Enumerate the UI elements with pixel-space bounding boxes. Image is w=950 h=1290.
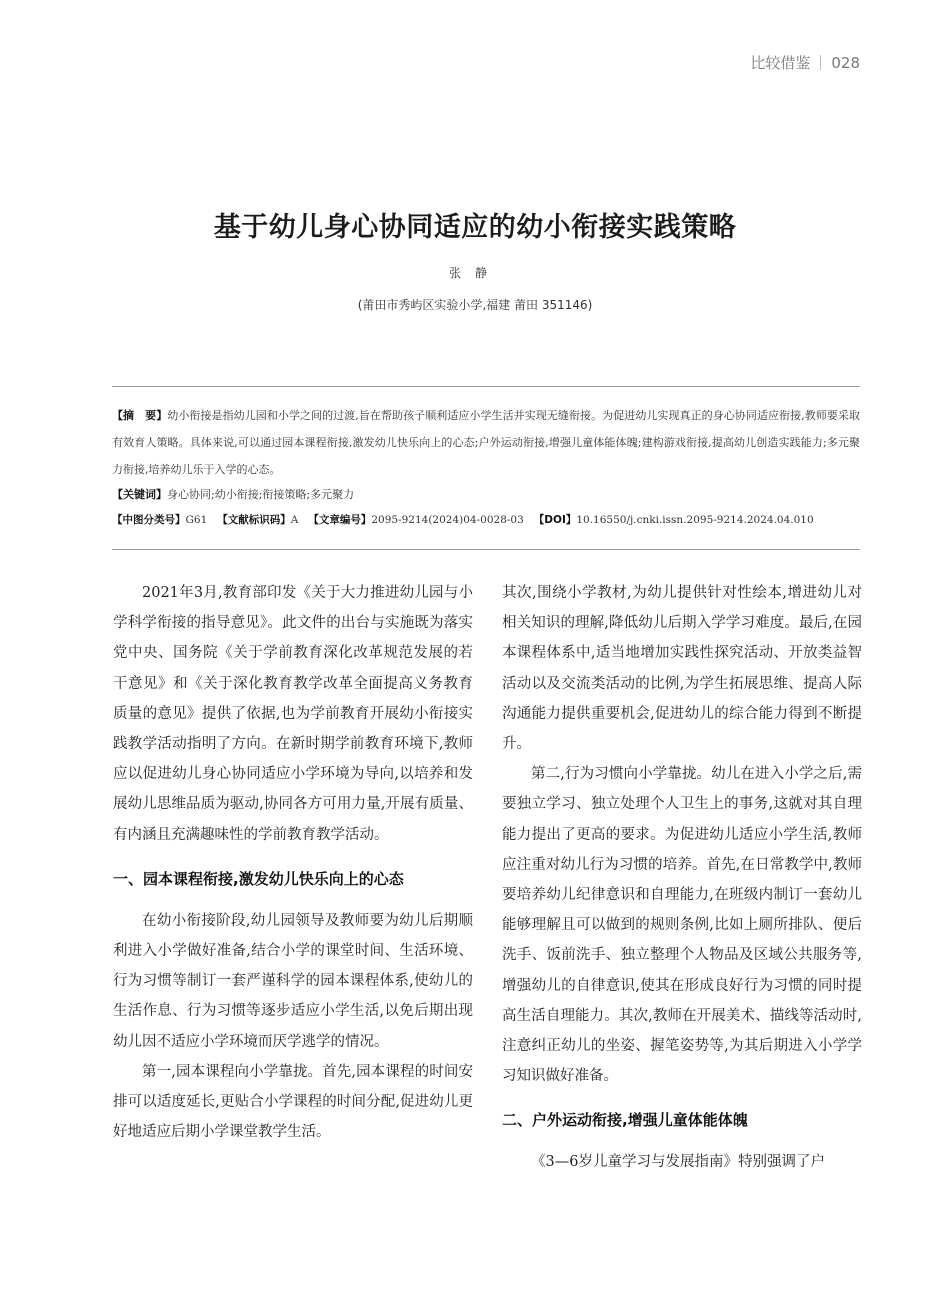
intro-paragraph: 2021年3月,教育部印发《关于大力推进幼儿园与小学科学衔接的指导意见》。此文件的出台与实施既为落实党中央、国务院《关于学前教育深化改革规范发展的若干意见》和《关于深化教育教学改革全面提高义务教育质量的意见》提供了依据,也为学前教育开展幼小衔接实践教学活动指明了方向。在新时期学前教育环境下,教师应以促进幼儿身心协同适应小学环境为导向,以培养和发展幼儿思维品质为驱动,协同各方可用力量,开展有质量、有内涵且充满趣味性的学前教育教学活动。 [113, 585, 473, 843]
top-rule [112, 386, 860, 387]
page-number: 028 [831, 54, 860, 72]
section-1-paragraph-2-continued: 其次,围绕小学教材,为幼儿提供针对性绘本,增进幼儿对相关知识的理解,降低幼儿后期入学学习难度。最后,在园本课程体系中,适当地增加实践性探究活动、开放类益智活动以及交流类活动的比例,为学生拓展思维、提高人际沟通能力提供重要机会,促进幼儿的综合能力得到不断提升。 [502, 585, 862, 753]
article-number-value: 2095-9214(2024)04-0028-03 [371, 514, 524, 526]
clc-value: G61 [185, 514, 208, 526]
article-number-label: 【文章编号】 [308, 514, 372, 526]
doi-label: 【DOI】 [533, 514, 577, 526]
section-2-paragraph-1: 《3—6岁儿童学习与发展指南》特别强调了户 [531, 1154, 825, 1171]
doc-code-value: A [290, 514, 299, 526]
bottom-rule [112, 549, 860, 550]
abstract-label: 【摘 要】 [112, 409, 168, 422]
right-column [502, 578, 862, 1178]
section-1-heading: 一、园本课程衔接,激发幼儿快乐向上的心态 [113, 869, 404, 888]
author: 张静 [448, 266, 501, 280]
article-title: 基于幼儿身心协同适应的幼小衔接实践策略 [213, 212, 737, 243]
clc-label: 【中图分类号】 [112, 514, 186, 526]
keywords [112, 481, 860, 508]
affiliation: (莆田市秀屿区实验小学,福建 莆田 351146) [357, 298, 593, 312]
section-1-paragraph-2: 第一,园本课程向小学靠拢。首先,园本课程的时间安排可以适度延长,更贴合小学课程的时间分配,促进幼儿更好地适应后期小学课堂教学生活。 [113, 1063, 473, 1141]
section-1-paragraph-3: 第二,行为习惯向小学靠拢。幼儿在进入小学之后,需要独立学习、独立处理个人卫生上的事务,这就对其自理能力提出了更高的要求。为促进幼儿适应小学生活,教师应注重对幼儿行为习惯的培养。首先,在日常教学中,教师要培养幼儿纪律意识和自理能力,在班级内制订一套幼儿能够理解且可以做到的规则条例,比如上厕所排队、便后洗手、饭前洗手、独立整理个人物品及区域公共服务等,增强幼儿的自律意识,使其在形成良好行为习惯的同时提高生活自理能力。其次,教师在开展美术、描线等活动时,注意纠正幼儿的坐姿、握笔姿势等,为其后期进入小学学习知识做好准备。 [502, 766, 862, 1085]
section-2-heading: 二、户外运动衔接,增强儿童体能体魄 [502, 1111, 748, 1130]
header-divider [820, 55, 821, 70]
doi-value: 10.16550/j.cnki.issn.2095-9214.2024.04.010 [576, 514, 814, 526]
section-1-paragraph-1: 在幼小衔接阶段,幼儿园领导及教师要为幼儿后期顺利进入小学做好准备,结合小学的课堂时间、生活环境、行为习惯等制订一套严谨科学的园本课程体系,使幼儿的生活作息、行为习惯等逐步适应小学生活,以免后期出现幼儿因不适应小学环境而厌学逃学的情况。 [113, 912, 473, 1050]
abstract-text: 幼小衔接是指幼儿园和小学之间的过渡,旨在帮助孩子顺利适应小学生活并实现无缝衔接。为促进幼儿实现真正的身心协同适应衔接,教师要采取有效育人策略。具体来说,可以通过园本课程衔接,激发幼儿快乐向上的心态;户外运动衔接,增强儿童体能体魄;建构游戏衔接,提高幼儿创造实践能力;多元聚力衔接,培养幼儿乐于入学的心态。 [112, 409, 860, 476]
running-header [750, 52, 860, 73]
section-name: 比较借鉴 [750, 54, 811, 72]
classification-line [112, 507, 860, 534]
left-column [113, 578, 473, 1147]
keywords-text: 身心协同;幼小衔接;衔接策略;多元聚力 [167, 488, 355, 501]
doc-code-label: 【文献标识码】 [217, 514, 291, 526]
keywords-label: 【关键词】 [112, 488, 167, 501]
abstract [112, 402, 860, 483]
